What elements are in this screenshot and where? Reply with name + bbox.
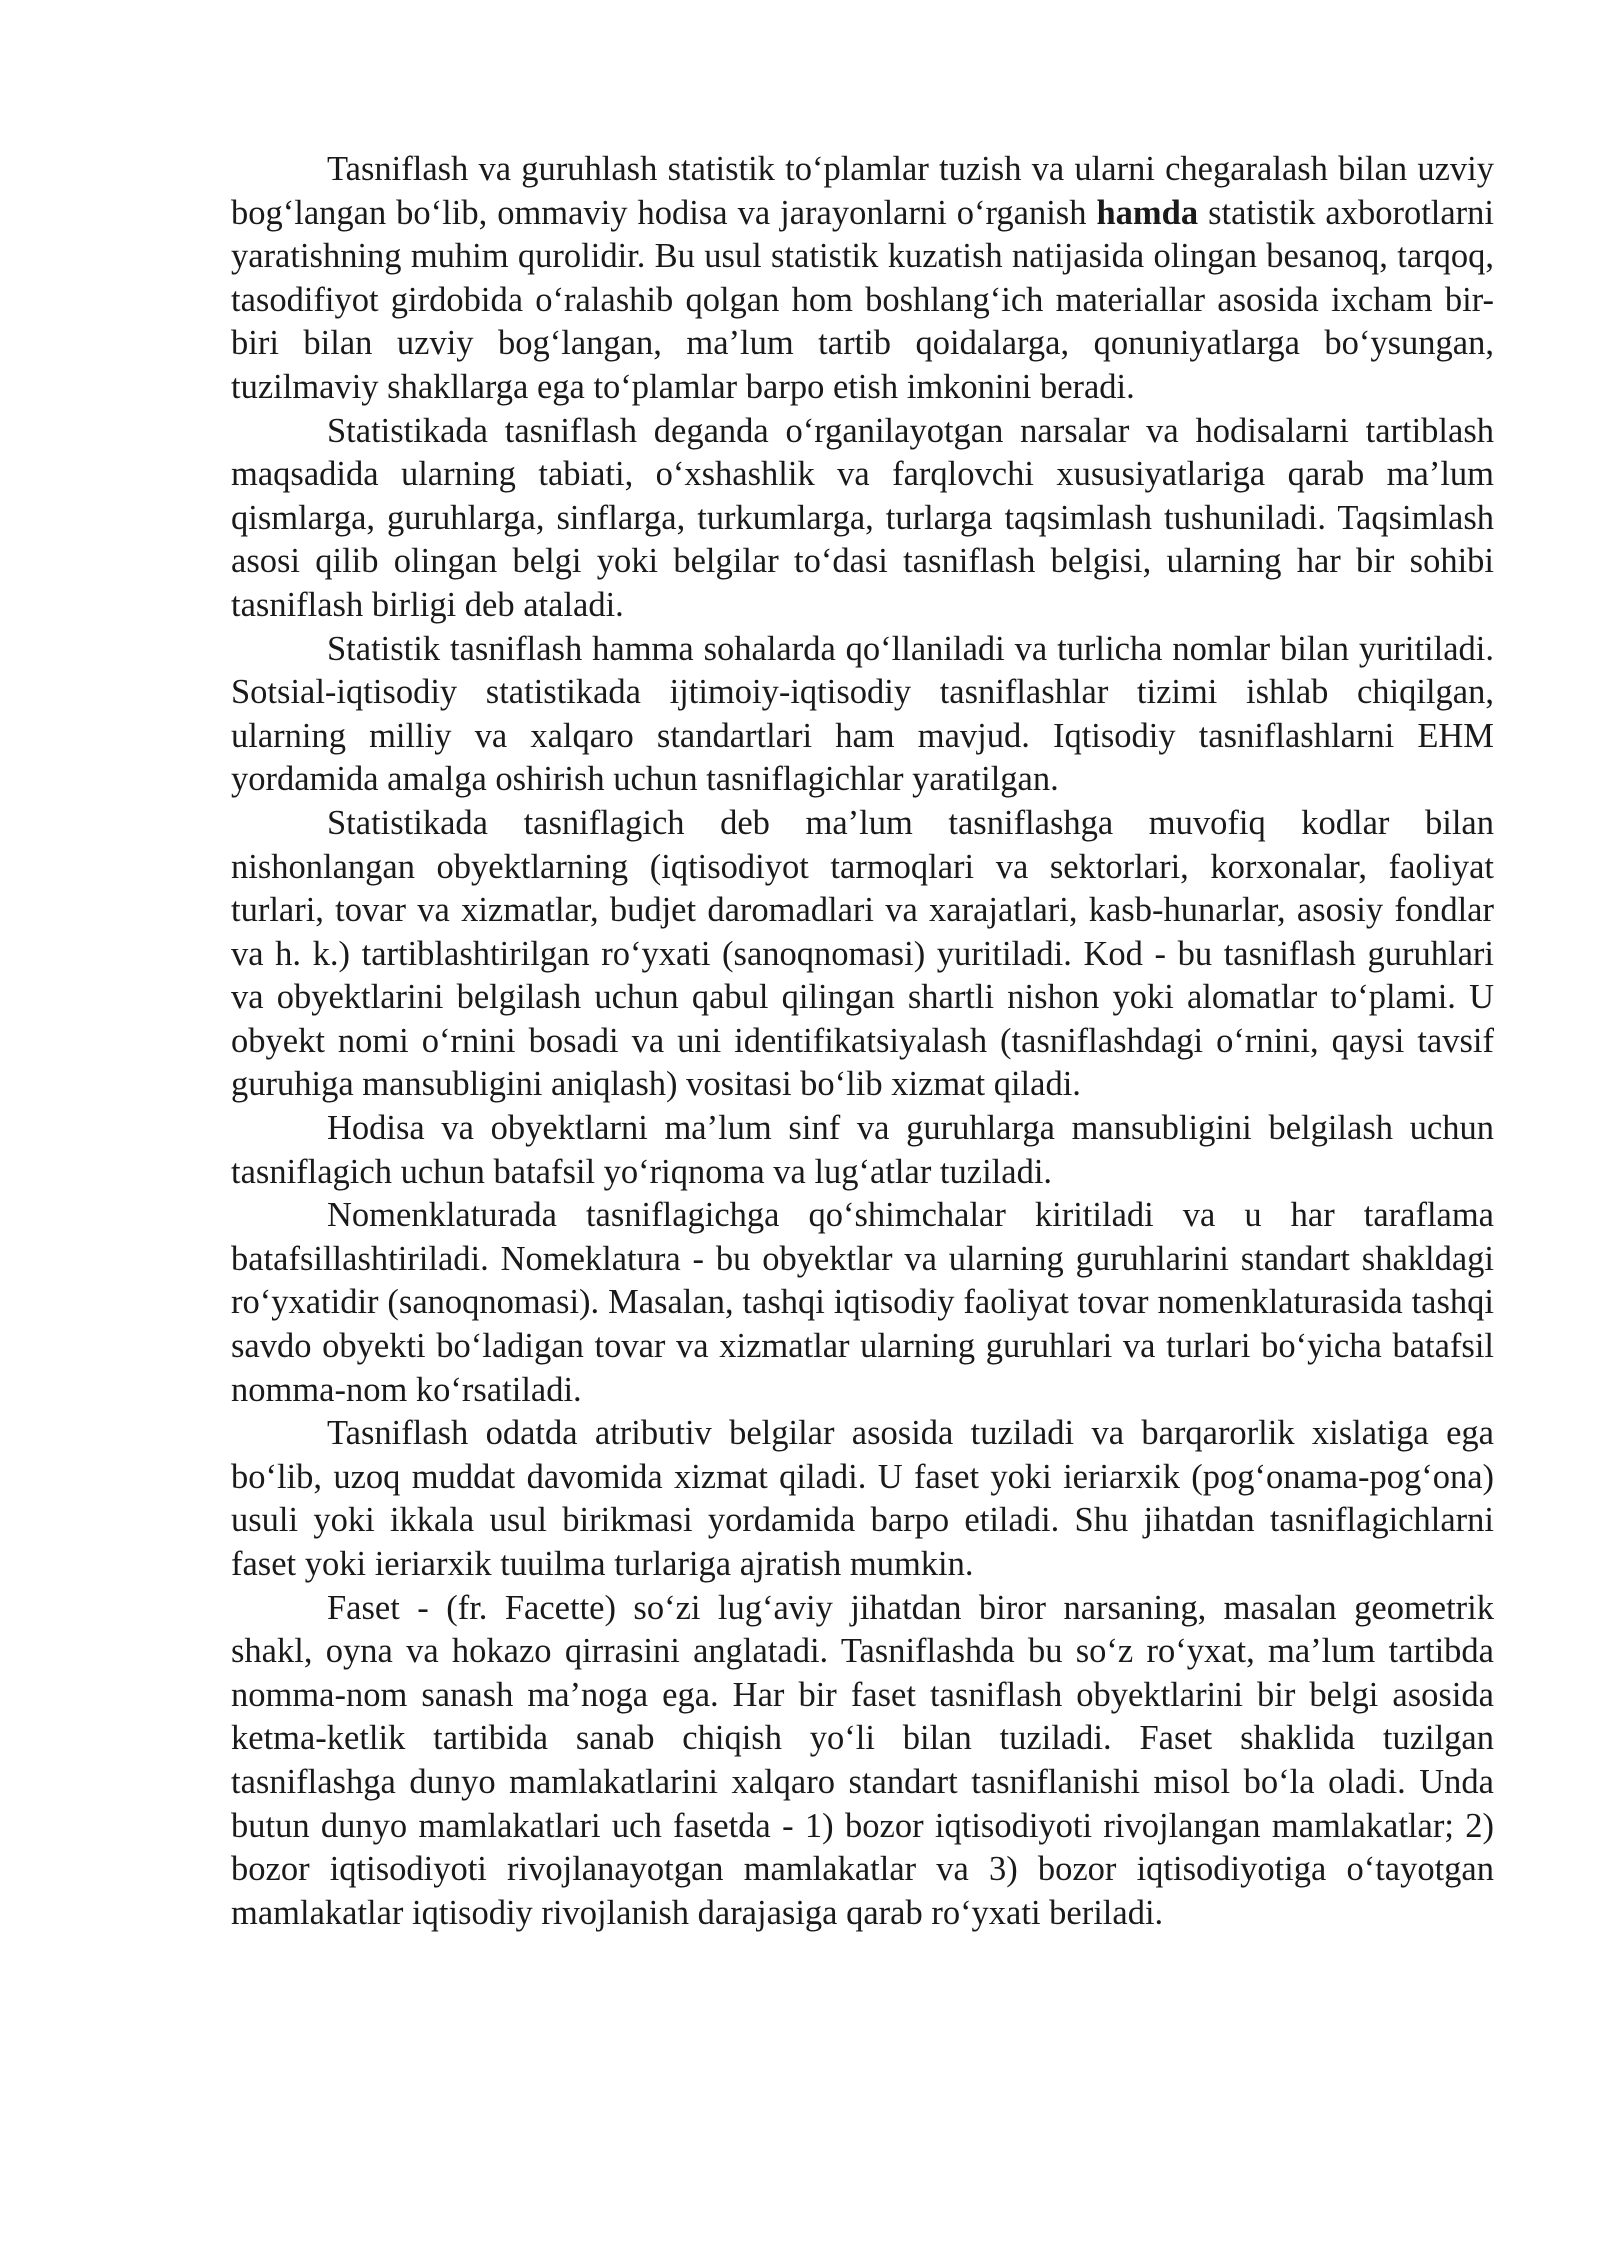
paragraph-8: Faset - (fr. Facette) so‘zi lug‘aviy jihatdan biror narsaning, masalan geometrik shakl, oyna va hokazo qirrasini anglatadi. Tasniflashda bu so‘z ro‘yxat, ma’lum tartibda nomma-nom sanash ma’noga ega. Har bir faset tasniflash obyektlarini bir belgi asosida ketma-ketlik tartibida sanab chiqish yo‘li bilan tuziladi. Faset shaklida tuzilgan tasniflashga dunyo mamlakatlarini xalqaro standart tasniflanishi misol bo‘la oladi. Unda butun dunyo mamlakatlari uch fasetda - 1) bozor iqtisodiyoti rivojlangan mamlakatlar; 2) bozor iqtisodiyoti rivojlanayotgan mamlakatlar va 3) bozor iqtisodiyotiga o‘tayotgan mamlakatlar iqtisodiy rivojlanish darajasiga qarab ro‘yxati beriladi. [231, 1588, 1494, 1932]
paragraph-1-text-start: Tasniflash va guruhlash statistik to‘plamlar tuzish va ularni chegaralash bilan uzviy bog‘langan bo‘lib, ommaviy hodisa va jarayonlarni o‘rganish [231, 150, 1494, 232]
paragraph-3: Statistik tasniflash hamma sohalarda qo‘llaniladi va turlicha nomlar bilan yuritiladi. Sotsial-iqtisodiy statistikada ijtimoiy-iqtisodiy tasniflashlar tizimi ishlab chiqilgan, ularning milliy va xalqaro standartlari ham mavjud. Iqtisodiy tasniflashlarni EHM yordamida amalga oshirish uchun tasniflagichlar yaratilgan. [231, 629, 1494, 799]
paragraph-4: Statistikada tasniflagich deb ma’lum tasniflashga muvofiq kodlar bilan nishonlangan obyektlarning (iqtisodiyot tarmoqlari va sektorlari, korxonalar, faoliyat turlari, tovar va xizmatlar, budjet daromadlari va xarajatlari, kasb-hunarlar, asosiy fondlar va h. k.) tartiblashtirilgan ro‘yxati (sanoqnomasi) yuritiladi. Kod - bu tasniflash guruhlari va obyektlarini belgilash uchun qabul qilingan shartli nishon yoki alomatlar to‘plami. U obyekt nomi o‘rnini bosadi va uni identifikatsiyalash (tasniflashdagi o‘rnini, qaysi tavsif guruhiga mansubligini aniqlash) vositasi bo‘lib xizmat qiladi. [231, 803, 1494, 1104]
paragraph-1-text-end: statistik axborotlarni yaratishning muhim qurolidir. Bu usul statistik kuzatish natijasida olingan besanoq, tarqoq, tasodifiyot girdobida o‘ralashib qolgan hom boshlang‘ich materiallar asosida ixcham bir-biri bilan uzviy bog‘langan, ma’lum tartib qoidalarga, qonuniyatlarga bo‘ysungan, tuzilmaviy shakllarga ega to‘plamlar barpo etish imkonini beradi. [231, 193, 1494, 406]
paragraph-7: Tasniflash odatda atributiv belgilar asosida tuziladi va barqarorlik xislatiga ega bo‘lib, uzoq muddat davomida xizmat qiladi. U faset yoki ieriarxik (pog‘onama-pog‘ona) usuli yoki ikkala usul birikmasi yordamida barpo etiladi. Shu jihatdan tasniflagichlarni faset yoki ieriarxik tuuilma turlariga ajratish mumkin. [231, 1414, 1494, 1583]
paragraph-1 [231, 148, 1494, 410]
paragraph-5: Hodisa va obyektlarni ma’lum sinf va guruhlarga mansubligini belgilash uchun tasniflagich uchun batafsil yo‘riqnoma va lug‘atlar tuziladi. [231, 1109, 1494, 1191]
paragraph-2: Statistikada tasniflash deganda o‘rganilayotgan narsalar va hodisalarni tartiblash maqsadida ularning tabiati, o‘xshashlik va farqlovchi xususiyatlariga qarab ma’lum qismlarga, guruhlarga, sinflarga, turkumlarga, turlarga taqsimlash tushuniladi. Taqsimlash asosi qilib olingan belgi yoki belgilar to‘dasi tasniflash belgisi, ularning har bir sohibi tasniflash birligi deb ataladi. [231, 411, 1494, 624]
paragraph-1-bold-word: hamda [1096, 193, 1199, 232]
paragraph-6: Nomenklaturada tasniflagichga qo‘shimchalar kiritiladi va u har taraflama batafsillashtiriladi. Nomeklatura - bu obyektlar va ularning guruhlarini standart shakldagi ro‘yxatidir (sanoqnomasi). Masalan, tashqi iqtisodiy faoliyat tovar nomenklaturasida tashqi savdo obyekti bo‘ladigan tovar va xizmatlar ularning guruhlari va turlari bo‘yicha batafsil nomma-nom ko‘rsatiladi. [231, 1196, 1494, 1409]
document-page [231, 148, 1494, 1935]
